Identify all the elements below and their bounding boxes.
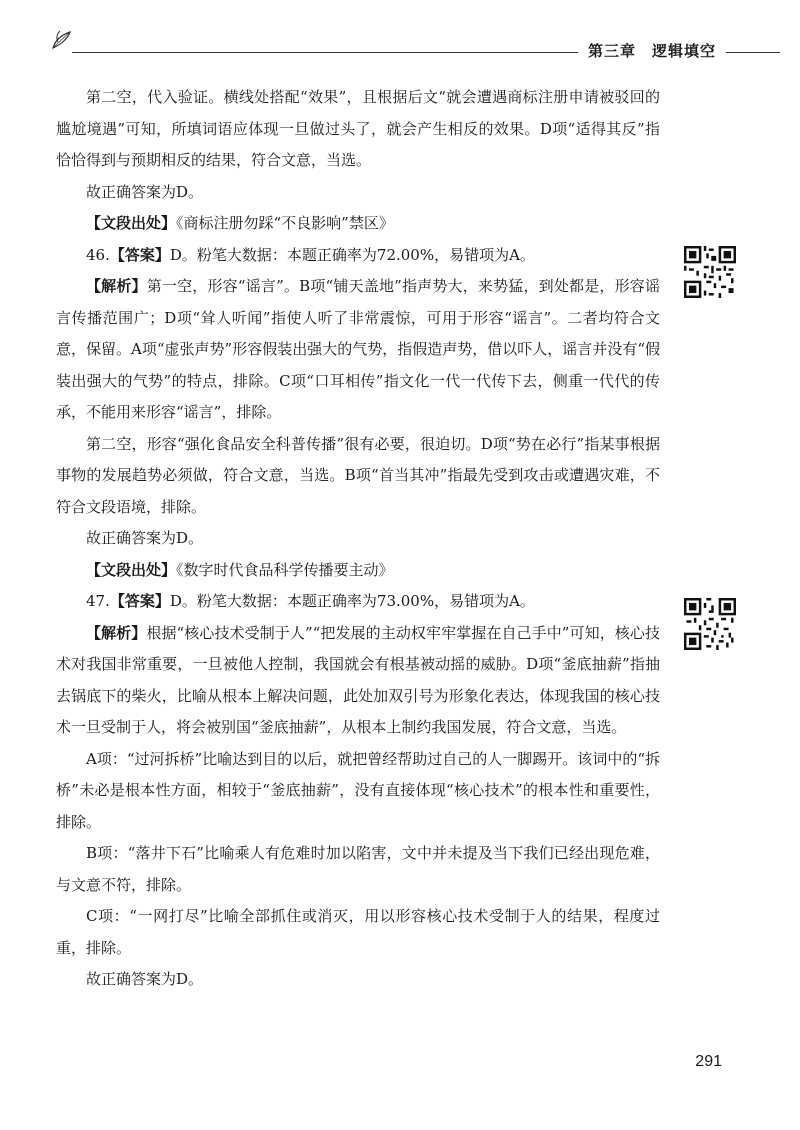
analysis-text: 第一空，形容“谣言”。B项“铺天盖地”指声势大，来势猛，到处都是，形容谣言传播范围广；D项“耸人听闻”指使人听了非常震惊，可用于形容“谣言”。二者均符合文意，保留。A项“虚张声势”形容假装出强大的气势，指假造声势，借以吓人，谣言并没有“假装出强大的气势”的特点，排除。C项“口耳相传”指文化一代一代传下去，侧重一代代的传承，不能用来形容“谣言”，排除。 xyxy=(56,277,660,421)
qr-code-icon[interactable] xyxy=(684,598,736,650)
paragraph: 故正确答案为D。 xyxy=(86,529,204,547)
paragraph: C项：“一网打尽”比喻全部抓住或消灭，用以形容核心技术受制于人的结果，程度过重，排除。 xyxy=(56,907,660,957)
paragraph: A项：“过河拆桥”比喻达到目的以后，就把曾经帮助过自己的人一脚踢开。该词中的“拆桥”未必是根本性方面，相较于“釜底抽薪”，没有直接体现“核心技术”的根本性和重要性，排除。 xyxy=(56,749,660,831)
source-label: 【文段出处】 xyxy=(86,560,177,579)
question-number: 46. xyxy=(86,245,110,264)
source-title: 《商标注册勿踩“不良影响”禁区》 xyxy=(176,214,394,232)
source-label: 【文段出处】 xyxy=(86,214,177,232)
answer-line xyxy=(56,586,660,618)
question-number: 47. xyxy=(86,592,110,610)
analysis-label: 【解析】 xyxy=(86,277,147,295)
paragraph: 故正确答案为D。 xyxy=(86,182,204,201)
page-header xyxy=(50,30,780,60)
analysis-label: 【解析】 xyxy=(86,623,147,642)
analysis-paragraph xyxy=(56,618,660,744)
answer-text: D。粉笔大数据：本题正确率为73.00%，易错项为A。 xyxy=(169,592,535,610)
analysis-text: 根据“核心技术受制于人”“把发展的主动权牢牢掌握在自己手中”可知，核心技术对我国非常重要，一旦被他人控制，我国就会有根基被动摇的威胁。D项“釜底抽薪”指抽去锅底下的柴火，比喻从根本上解决问题，此处加双引号为形象化表达，体现我国的核心技术一旦受制于人，将会被别国“釜底抽薪”，从根本上制约我国发展，符合文意，当选。 xyxy=(56,623,660,736)
answer-text: D。粉笔大数据：本题正确率为72.00%，易错项为A。 xyxy=(169,245,535,264)
source-reference xyxy=(56,555,660,587)
paragraph: 第二空，代入验证。横线处搭配“效果”，且根据后文“就会遭遇商标注册申请被驳回的尴尬境遇”可知，所填词语应体现一旦做过头了，就会产生相反的效果。D项“适得其反”指恰恰得到与预期相反的结果，符合文意，当选。 xyxy=(56,88,660,169)
page-number: 291 xyxy=(695,1053,722,1070)
paragraph: 第二空，形容“强化食品安全科普传播”很有必要，很迫切。D项“势在必行”指某事根据事物的发展趋势必须做，符合文意，当选。B项“首当其冲”指最先受到攻击或遭遇灾难，不符合文段语境，排除。 xyxy=(56,434,660,516)
leaf-ornament-icon xyxy=(50,28,76,54)
paragraph: 故正确答案为D。 xyxy=(86,970,204,988)
answer-line xyxy=(56,240,660,272)
chapter-title: 第三章 逻辑填空 xyxy=(578,40,726,61)
page-content xyxy=(56,82,660,996)
paragraph: B项：“落井下石”比喻乘人有危难时加以陷害，文中并未提及当下我们已经出现危难，与文意不符，排除。 xyxy=(56,844,660,894)
answer-label: 【答案】 xyxy=(109,592,170,610)
analysis-paragraph xyxy=(56,271,660,429)
qr-code-icon[interactable] xyxy=(684,246,736,298)
answer-label: 【答案】 xyxy=(109,245,170,264)
source-title: 《数字时代食品科学传播要主动》 xyxy=(176,560,394,579)
source-reference xyxy=(56,208,660,240)
